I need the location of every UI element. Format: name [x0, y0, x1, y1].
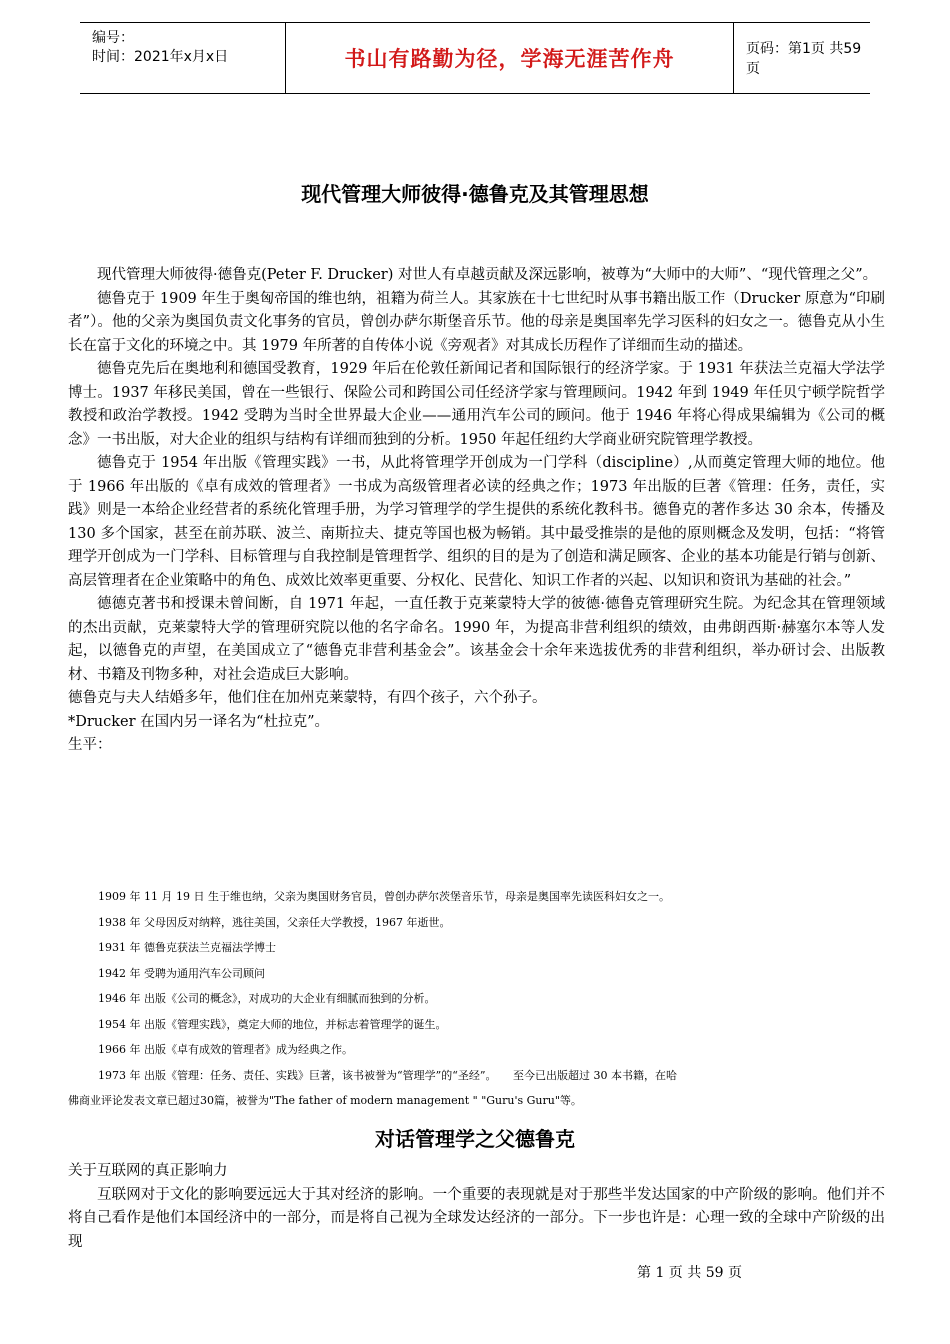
life-event: 1973 年 出版《管理：任务、责任、实践》巨著，该书被誉为“管理学”的“圣经”。 至今已出版超过 30 本书籍，在哈	[98, 1068, 677, 1082]
life-event: 1954 年 出版《管理实践》，奠定大师的地位，并标志着管理学的诞生。	[98, 1017, 447, 1031]
header-motto: 书山有路勤为径，学海无涯苦作舟	[285, 23, 734, 93]
intro-paragraph: 现代管理大师彼得·德鲁克(Peter F. Drucker) 对世人有卓越贡献及深远影响，被尊为“大师中的大师”、“现代管理之父”。	[97, 267, 878, 283]
life-timeline	[68, 884, 890, 1114]
header-number: 编号：	[92, 30, 134, 46]
name-note: *Drucker 在国内另一译名为“杜拉克”。	[68, 713, 329, 730]
life-event: 1946 年 出版《公司的概念》，对成功的大企业有细腻而独到的分析。	[98, 992, 436, 1005]
family-note: 德鲁克与夫人结婚多年，他们住在加州克莱蒙特，有四个孩子，六个孙子。	[68, 690, 547, 706]
life-label: 生平：	[68, 737, 112, 753]
section2	[68, 1160, 885, 1254]
intro-section	[68, 264, 885, 758]
life-event-continued: 佛商业评论发表文章已超过30篇，被誉为"The father of modern management " "Guru's Guru"等。	[68, 1094, 582, 1107]
intro-paragraph: 德鲁克于 1954 年出版《管理实践》一书，从此将管理学开创成为一门学科（discipline）,从而奠定管理大师的地位。他于 1966 年出版的《卓有成效的管理者》一书成为高级管理者必读的经典之作；1973 年出版的巨著《管理：任务，责任，实践》则是一本给企业经营者的系统化管理手册，为学习管理学的学生提供的系统化教科书。德鲁克的著作多达 30 余本，传播及 130 多个国家，甚至在前苏联、波兰、南斯拉夫、捷克等国也极为畅销。其中最受推崇的是他的原则概念及发明，包括：“将管理学开创成为一门学科、目标管理与自我控制是管理哲学、组织的目的是为了创造和满足顾客、企业的基本功能是行销与创新、高层管理者在企业策略中的角色、成效比效率更重要、分权化、民营化、知识工作者的兴起、以知识和资讯为基础的社会。”	[68, 455, 885, 589]
document-title: 现代管理大师彼得·德鲁克及其管理思想	[301, 182, 649, 206]
life-event: 1966 年 出版《卓有成效的管理者》成为经典之作。	[98, 1043, 353, 1056]
section2-title: 对话管理学之父德鲁克	[375, 1127, 575, 1151]
life-event: 1938 年 父母因反对纳粹，逃往美国，父亲任大学教授，1967 年逝世。	[98, 915, 451, 929]
page-header	[80, 22, 870, 94]
header-meta	[80, 23, 285, 93]
life-event: 1942 年 受聘为通用汽车公司顾问	[98, 966, 265, 980]
intro-paragraph: 德鲁克先后在奥地利和德国受教育，1929 年后在伦敦任新闻记者和国际银行的经济学家。于 1931 年获法兰克福大学法学博士。1937 年移民美国，曾在一些银行、保险公司和跨国公司任经济学家与管理顾问。1942 年到 1949 年任贝宁顿学院哲学教授和政治学教授。1942 受聘为当时全世界最大企业——通用汽车公司的顾问。他于 1946 年将心得成果编辑为《公司的概念》一书出版，对大企业的组织与结构有详细而独到的分析。1950 年起任纽约大学商业研究院管理学教授。	[68, 361, 885, 448]
intro-paragraph: 德德克著书和授课未曾间断，自 1971 年起，一直任教于克莱蒙特大学的彼德·德鲁克管理研究生院。为纪念其在管理领域的杰出贡献，克莱蒙特大学的管理研究院以他的名字命名。1990 年，为提高非营利组织的绩效，由弗朗西斯·赫塞尔本等人发起，以德鲁克的声望，在美国成立了“德鲁克非营利基金会”。该基金会十余年来选拔优秀的非营利组织，举办研讨会、出版教材、书籍及刊物多种，对社会造成巨大影响。	[68, 596, 885, 683]
life-event: 1909 年 11 月 19 日 生于维也纳，父亲为奥国财务官员，曾创办萨尔茨堡音乐节，母亲是奥国率先读医科妇女之一。	[98, 890, 670, 903]
header-time: 时间：2021年x月x日	[92, 49, 229, 65]
header-page-number: 页码：第1页 共59页	[746, 41, 862, 77]
intro-paragraph: 德鲁克于 1909 年生于奥匈帝国的维也纳，祖籍为荷兰人。其家族在十七世纪时从事书籍出版工作（Drucker 原意为“印刷者”）。他的父亲为奥国负责文化事务的官员，曾创办萨尔斯堡音乐节。他的母亲是奥国率先学习医科的妇女之一。德鲁克从小生长在富于文化的环境之中。其 1979 年所著的自传体小说《旁观者》对其成长历程作了详细而生动的描述。	[68, 290, 885, 354]
section2-subtitle: 关于互联网的真正影响力	[68, 1163, 228, 1179]
section2-paragraph: 互联网对于文化的影响要远远大于其对经济的影响。一个重要的表现就是对于那些半发达国家的中产阶级的影响。他们并不将自己看作是他们本国经济中的一部分，而是将自己视为全球发达经济的一部分。下一步也许是：心理一致的全球中产阶级的出现	[68, 1186, 885, 1250]
page-footer: 第 1 页 共 59 页	[637, 1265, 742, 1281]
life-event: 1931 年 德鲁克获法兰克福法学博士	[98, 941, 276, 954]
